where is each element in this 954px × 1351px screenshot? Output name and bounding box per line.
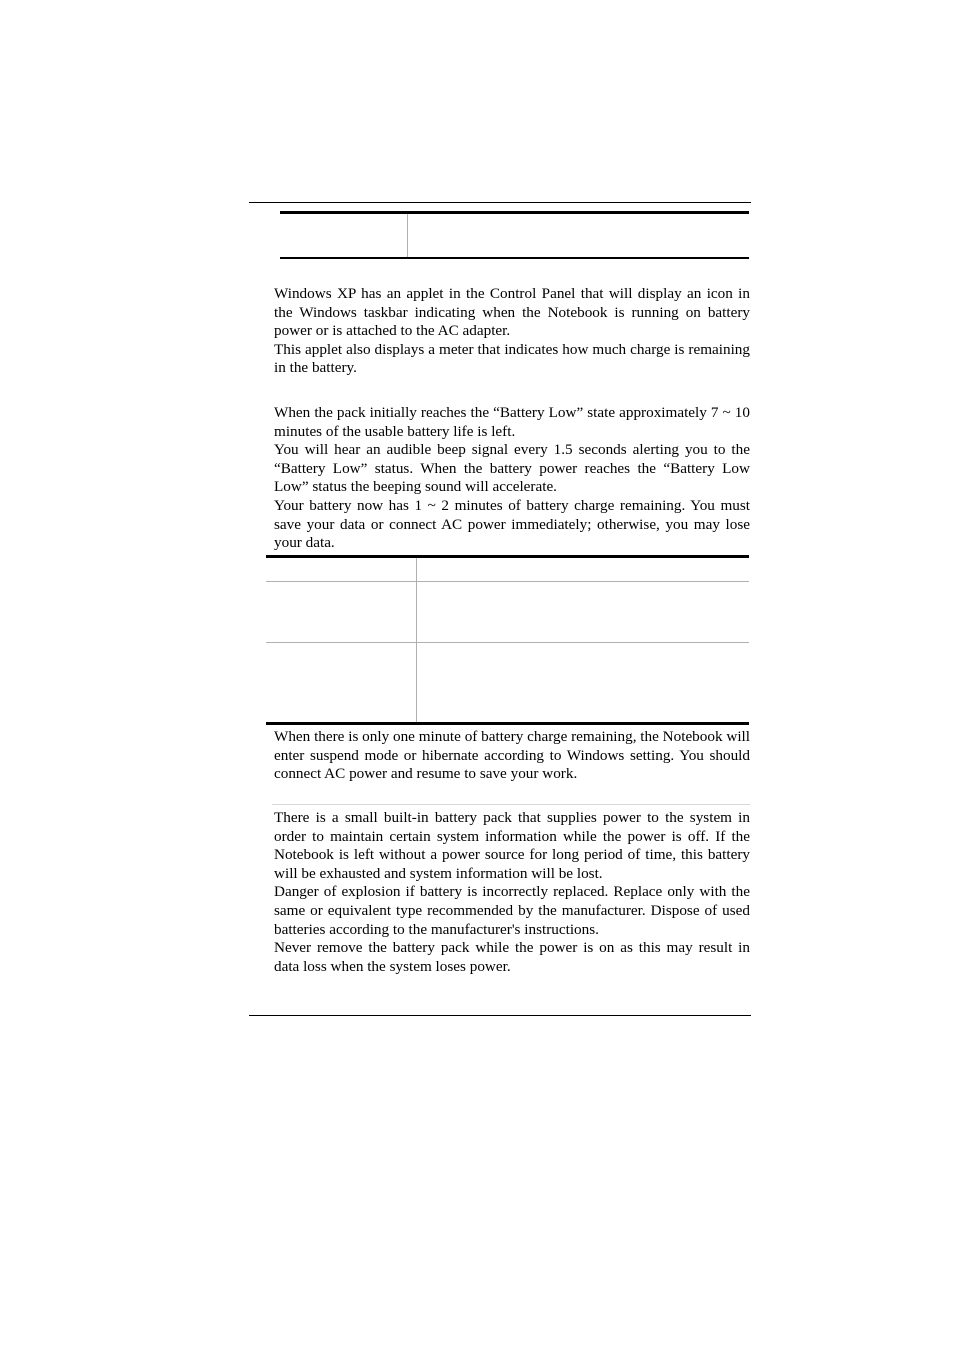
paragraph: You will hear an audible beep signal every 1.5 seconds alerting you to the “Battery Low” status. When the battery power reaches the “Battery Low Low” status the beeping sound will accelerate. — [274, 441, 750, 496]
section-power-meter — [274, 285, 750, 378]
header-rule — [249, 202, 751, 203]
paragraph: Never remove the battery pack while the power is on as this may result in data loss when the system loses power. — [274, 939, 750, 975]
table-bottom-border — [266, 722, 749, 725]
top-table-column-divider — [407, 214, 408, 257]
paragraph: When there is only one minute of battery charge remaining, the Notebook will enter suspend mode or hibernate according to Windows setting. You should connect AC power and resume to save your work. — [274, 728, 750, 783]
section-separator — [272, 804, 750, 805]
table-column-divider — [416, 558, 417, 723]
section-rtc-battery — [274, 809, 750, 976]
paragraph: When the pack initially reaches the “Battery Low” state approximately 7 ~ 10 minutes of the usable battery life is left. — [274, 404, 750, 440]
table-row-divider — [266, 642, 749, 643]
paragraph: This applet also displays a meter that indicates how much charge is remaining in the battery. — [274, 340, 750, 377]
paragraph: Windows XP has an applet in the Control Panel that will display an icon in the Windows taskbar indicating when the Notebook is running on battery power or is attached to the AC adapter. — [274, 285, 750, 340]
paragraph: Danger of explosion if battery is incorrectly replaced. Replace only with the same or equivalent type recommended by the manufacturer. Dispose of used batteries according to the manufacturer's instructions. — [274, 883, 750, 938]
table-top-border — [266, 555, 749, 558]
top-table-top-border — [280, 211, 749, 214]
section-suspend — [274, 728, 750, 784]
paragraph: Your battery now has 1 ~ 2 minutes of battery charge remaining. You must save your data or connect AC power immediately; otherwise, you may lose your data. — [274, 496, 750, 552]
section-battery-low — [274, 404, 750, 553]
table-row-divider — [266, 581, 749, 582]
paragraph: There is a small built-in battery pack that supplies power to the system in order to maintain certain system information while the power is off. If the Notebook is left without a power source for long period of time, this battery will be exhausted and system information will be lost. — [274, 809, 750, 882]
footer-rule — [249, 1015, 751, 1016]
top-table-bottom-border — [280, 257, 749, 259]
